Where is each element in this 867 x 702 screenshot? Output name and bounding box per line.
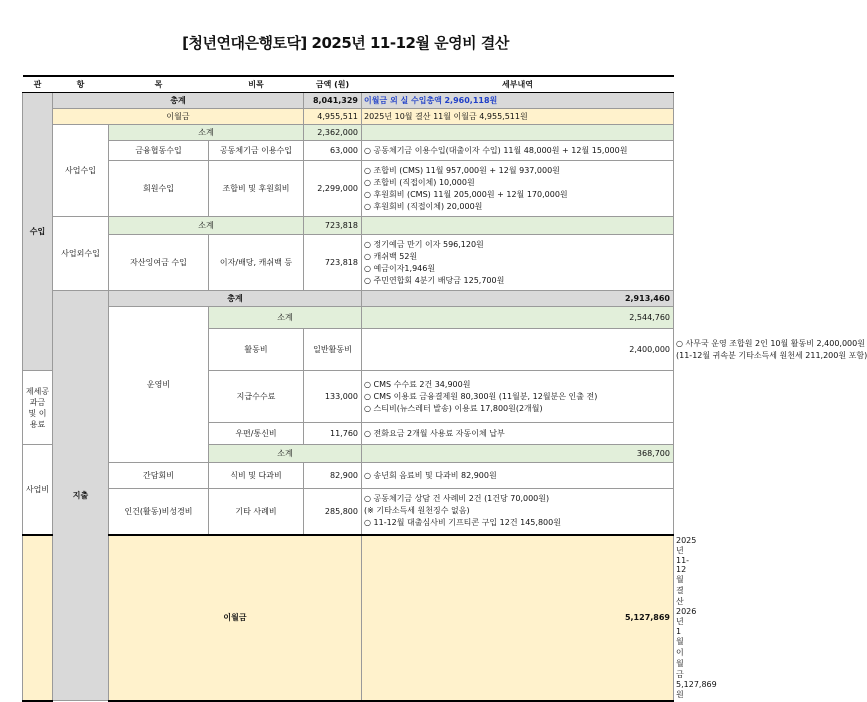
income-total-row	[23, 93, 674, 109]
income-carry-label: 이월금	[53, 109, 304, 125]
table-row: 활동비 일반활동비 2,400,000 ○ 사무국 운영 조합원 2인 10월 활동비 2,400,000원 (11-12월 귀속분 기타소득세 원천세 211,200원 포함)	[23, 329, 674, 371]
row-amount: 63,000	[304, 141, 362, 161]
row-detail-line: ○ 스티비(뉴스레터 발송) 이용료 17,800원(2개월)	[364, 403, 543, 413]
row-mok: 활동비	[209, 329, 304, 371]
expense-ops-subtotal-row	[23, 307, 674, 329]
row-detail-line: ○ 정기예금 만기 이자 596,120원	[364, 239, 484, 249]
row-detail-line: ○ 공동체기금 이용수입(대출이자 수입) 11월 48,000원 + 12월 15,000원	[364, 145, 628, 155]
row-bimok: 기타 사례비	[209, 489, 304, 535]
row-amount: 723,818	[304, 235, 362, 291]
row-detail-line: ○ CMS 수수료 2건 34,900원	[364, 379, 471, 389]
row-amount: 2,400,000	[362, 329, 674, 371]
income-biz-subtotal-amount: 2,362,000	[304, 125, 362, 141]
table-row	[23, 235, 674, 291]
row-mok: 자산잉여금 수입	[109, 235, 209, 291]
header-amount: 금액 (원)	[304, 76, 362, 93]
header-mok: 목	[109, 76, 209, 93]
row-detail-line: ○ 후원회비 (CMS) 11월 205,000원 + 12월 170,000원	[364, 189, 568, 199]
income-nonbiz-label: 사업외수입	[53, 217, 109, 291]
row-detail-line: ○ 조합비 (CMS) 11월 957,000원 + 12월 937,000원	[364, 165, 560, 175]
header-detail: 세부내역	[362, 76, 674, 93]
row-amount: 133,000	[304, 371, 362, 423]
income-biz-subtotal-label: 소계	[109, 125, 304, 141]
table-row	[23, 489, 674, 535]
row-mok: 제세공과금 및 이용료	[23, 371, 53, 445]
row-bimok: 식비 및 다과비	[209, 463, 304, 489]
expense-total-label: 총계	[109, 291, 362, 307]
final-carry-label: 이월금	[109, 535, 362, 701]
budget-table	[22, 75, 867, 702]
header-gwan: 관	[23, 76, 53, 93]
row-bimok: 조합비 및 후원회비	[209, 161, 304, 217]
row-detail-line: ○ 공동체기금 상담 건 사례비 2건 (1건당 70,000원)	[364, 494, 550, 504]
expense-total-amount: 2,913,460	[362, 291, 674, 307]
header-row	[23, 76, 674, 93]
row-mok: 회원수입	[109, 161, 209, 217]
expense-biz-label: 사업비	[23, 445, 53, 535]
row-mok: 금융협동수입	[109, 141, 209, 161]
expense-section-label: 지출	[53, 291, 109, 701]
expense-total-row	[23, 291, 674, 307]
income-biz-label: 사업수입	[53, 125, 109, 217]
page-title: [청년연대은행토닥] 2025년 11-12월 운영비 결산	[182, 34, 509, 52]
income-total-note: 이월금 외 실 수입총액	[364, 96, 442, 105]
income-carry-detail: 2025년 10월 결산 11월 이월금 4,955,511원	[362, 109, 674, 125]
row-mok: 인건(활동)비성경비	[109, 489, 209, 535]
row-detail-line: ○ 11-12월 대출심사비 기프티콘 구입 12건 145,800원	[364, 518, 561, 528]
row-bimok: 이자/배당, 캐쉬백 등	[209, 235, 304, 291]
row-detail-line: ○ 주민연합회 4분기 배당금 125,700원	[364, 275, 505, 285]
row-bimok: 공동체기금 이용수입	[209, 141, 304, 161]
expense-ops-label: 운영비	[109, 307, 209, 463]
expense-ops-subtotal-amount: 2,544,760	[362, 307, 674, 329]
final-carry-amount: 5,127,869	[362, 535, 674, 701]
row-mok: 간담회비	[109, 463, 209, 489]
income-total-label: 총계	[53, 93, 304, 109]
income-nonbiz-subtotal-amount: 723,818	[304, 217, 362, 235]
row-detail-line: ○ 후원회비 (직접이체) 20,000원	[364, 201, 483, 211]
income-nonbiz-subtotal-label: 소계	[109, 217, 304, 235]
row-bimok: 일반활동비	[304, 329, 362, 371]
expense-biz-subtotal-amount: 368,700	[362, 445, 674, 463]
row-bimok: 지급수수료	[209, 371, 304, 423]
row-detail-line: ○ CMS 이용료 금융결제원 80,300원 (11월분, 12월분은 인출 전)	[364, 391, 598, 401]
row-detail-line: ○ 송년회 음료비 및 다과비 82,900원	[364, 470, 497, 480]
row-detail-line: ○ 예금이자1,946원	[364, 263, 436, 273]
income-biz-subtotal-row	[23, 125, 674, 141]
final-carry-row: 이월금 5,127,869 2025년 11-12월 결산 2026년 1월 이월금 5,127,869원	[23, 535, 674, 701]
row-amount: 2,299,000	[304, 161, 362, 217]
income-total-note-amount: 2,960,118원	[444, 96, 498, 105]
expense-biz-subtotal-label: 소계	[209, 445, 362, 463]
income-carry-row	[23, 109, 674, 125]
row-amount: 11,760	[304, 423, 362, 445]
row-amount: 285,800	[304, 489, 362, 535]
table-row	[23, 161, 674, 217]
row-detail-line: ○ 조합비 (직접이체) 10,000원	[364, 177, 475, 187]
income-total-amount: 8,041,329	[304, 93, 362, 109]
row-amount: 82,900	[304, 463, 362, 489]
row-detail-line: (※ 기타소득세 원천징수 없음)	[364, 506, 470, 516]
header-hang: 항	[53, 76, 109, 93]
row-bimok: 우편/통신비	[209, 423, 304, 445]
row-detail-line: ○ 전화요금 2개월 사용료 자동이체 납부	[364, 428, 505, 438]
expense-ops-subtotal-label: 소계	[209, 307, 362, 329]
income-carry-amount: 4,955,511	[304, 109, 362, 125]
row-detail-line: ○ 캐쉬백 52원	[364, 251, 418, 261]
table-row	[23, 141, 674, 161]
table-row	[23, 463, 674, 489]
header-bimok: 비목	[209, 76, 304, 93]
income-nonbiz-subtotal-row	[23, 217, 674, 235]
income-section-label: 수입	[23, 93, 53, 371]
